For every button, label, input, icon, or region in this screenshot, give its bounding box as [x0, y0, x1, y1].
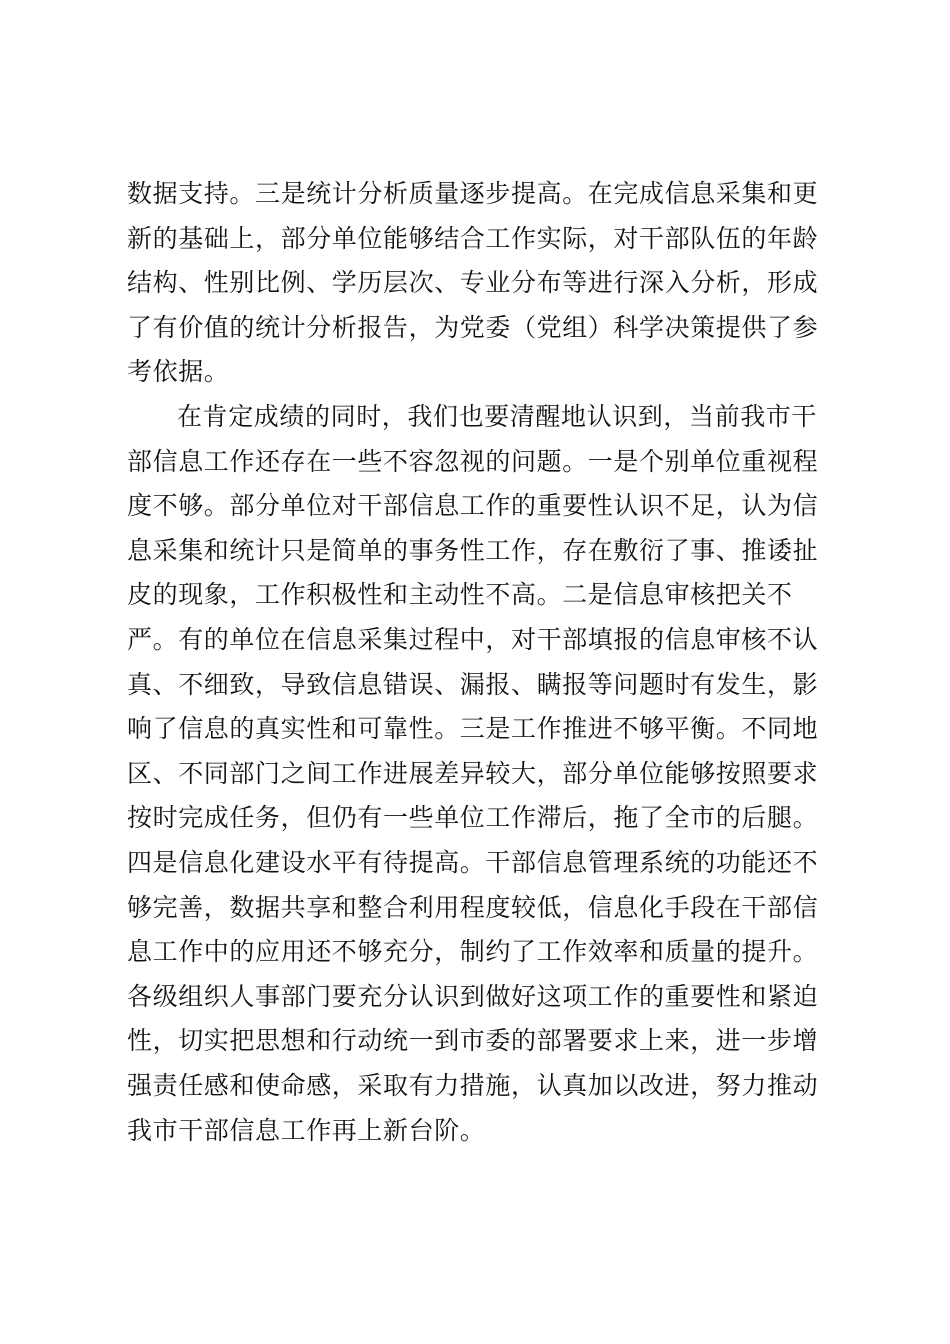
text-line: 在肯定成绩的同时，我们也要清醒地认识到，当前我市干: [177, 402, 818, 431]
text-line: 区、不同部门之间工作进展差异较大，部分单位能够按照要求: [127, 758, 819, 788]
text-line: 度不够。部分单位对干部信息工作的重要性认识不足，认为信: [127, 491, 819, 521]
text-line: 我市干部信息工作再上新台阶。: [127, 1115, 486, 1145]
text-line: 强责任感和使命感，采取有力措施，认真加以改进，努力推动: [127, 1070, 819, 1100]
text-line: 各级组织人事部门要充分认识到做好这项工作的重要性和紧迫: [127, 981, 819, 1011]
text-line: 结构、性别比例、学历层次、专业分布等进行深入分析，形成: [127, 268, 819, 298]
text-line: 严。有的单位在信息采集过程中，对干部填报的信息审核不认: [127, 624, 819, 654]
text-line: 四是信息化建设水平有待提高。干部信息管理系统的功能还不: [127, 847, 819, 877]
text-line: 息采集和统计只是简单的事务性工作，存在敷衍了事、推诿扯: [127, 535, 819, 565]
paragraph-2: [127, 395, 837, 1153]
text-line: 了有价值的统计分析报告，为党委（党组）科学决策提供了参: [127, 312, 819, 342]
text-line: 真、不细致，导致信息错误、漏报、瞒报等问题时有发生，影: [127, 669, 819, 699]
text-line: 按时完成任务，但仍有一些单位工作滞后，拖了全市的后腿。: [127, 803, 819, 833]
paragraph-1: [127, 172, 837, 395]
text-line: 部信息工作还存在一些不容忽视的问题。一是个别单位重视程: [127, 446, 819, 476]
text-line: 数据支持。三是统计分析质量逐步提高。在完成信息采集和更: [127, 179, 819, 208]
text-line: 性，切实把思想和行动统一到市委的部署要求上来，进一步增: [127, 1026, 819, 1056]
text-line: 够完善，数据共享和整合利用程度较低，信息化手段在干部信: [127, 892, 819, 922]
text-line: 皮的现象，工作积极性和主动性不高。二是信息审核把关不: [127, 580, 793, 610]
text-line: 考依据。: [127, 357, 230, 387]
text-line: 新的基础上，部分单位能够结合工作实际，对干部队伍的年龄: [127, 223, 819, 253]
text-line: 息工作中的应用还不够充分，制约了工作效率和质量的提升。: [127, 937, 819, 967]
text-line: 响了信息的真实性和可靠性。三是工作推进不够平衡。不同地: [127, 714, 819, 744]
